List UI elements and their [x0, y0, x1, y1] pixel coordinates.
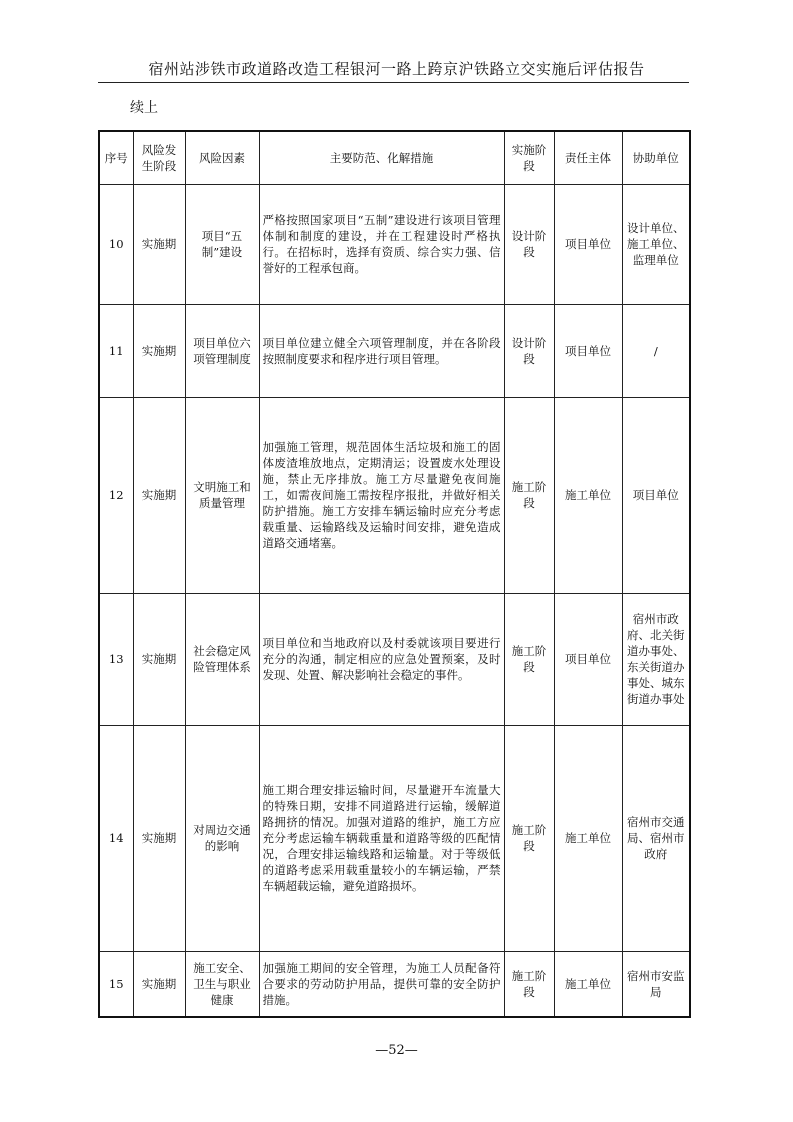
col-header-phase: 风险发生阶段: [133, 131, 185, 184]
col-header-factor: 风险因素: [185, 131, 259, 184]
row-assist: 设计单位、施工单位、监理单位: [622, 184, 690, 304]
row-phase: 实施期: [133, 951, 185, 1017]
row-stage: 施工阶段: [504, 397, 554, 593]
table-row: [99, 397, 690, 593]
report-title: 宿州站涉铁市政道路改造工程银河一路上跨京沪铁路立交实施后评估报告: [148, 60, 645, 78]
row-no: 13: [99, 593, 133, 725]
row-no: 15: [99, 951, 133, 1017]
table-row: [99, 725, 690, 951]
row-assist: 宿州市政府、北关街道办事处、东关街道办事处、城东街道办事处: [622, 593, 690, 725]
col-header-assist: 协助单位: [622, 131, 690, 184]
row-responsible: 施工单位: [554, 397, 622, 593]
row-factor: 项目“五制”建设: [185, 184, 259, 304]
row-assist: 项目单位: [622, 397, 690, 593]
row-no: 10: [99, 184, 133, 304]
row-measures: 项目单位和当地政府以及村委就该项目要进行充分的沟通，制定相应的应急处置预案，及时发现、处置、解决影响社会稳定的事件。: [259, 593, 504, 725]
row-phase: 实施期: [133, 184, 185, 304]
row-responsible: 施工单位: [554, 725, 622, 951]
row-responsible: 项目单位: [554, 184, 622, 304]
row-assist: 宿州市安监局: [622, 951, 690, 1017]
row-measures: 项目单位建立健全六项管理制度，并在各阶段按照制度要求和程序进行项目管理。: [259, 304, 504, 397]
row-no: 11: [99, 304, 133, 397]
row-measures: 严格按照国家项目“五制”建设进行该项目管理体制和制度的建设，并在工程建设时严格执行。在招标时，选择有资质、综合实力强、信誉好的工程承包商。: [259, 184, 504, 304]
table-row: [99, 593, 690, 725]
col-header-measures: 主要防范、化解措施: [259, 131, 504, 184]
row-no: 14: [99, 725, 133, 951]
row-stage: 施工阶段: [504, 725, 554, 951]
row-responsible: 项目单位: [554, 304, 622, 397]
page-number: —52—: [375, 1043, 418, 1058]
row-measures: 加强施工期间的安全管理，为施工人员配备符合要求的劳动防护用品，提供可靠的安全防护措施。: [259, 951, 504, 1017]
table-header-row: [99, 131, 690, 184]
table-row: [99, 951, 690, 1017]
row-stage: 设计阶段: [504, 184, 554, 304]
row-no: 12: [99, 397, 133, 593]
continued-label: 续上: [130, 100, 158, 116]
row-factor: 施工安全、卫生与职业健康: [185, 951, 259, 1017]
col-header-no: 序号: [99, 131, 133, 184]
row-measures: 施工期合理安排运输时间，尽量避开车流量大的特殊日期，安排不同道路进行运输，缓解道路拥挤的情况。加强对道路的维护，施工方应充分考虑运输车辆载重量和道路等级的匹配情况，合理安排运输线路和运输量。对于等级低的道路考虑采用载重量较小的车辆运输，严禁车辆超载运输，避免道路损坏。: [259, 725, 504, 951]
row-factor: 文明施工和质量管理: [185, 397, 259, 593]
risk-measures-table: [98, 130, 691, 1018]
header-rule: [98, 82, 689, 83]
table-row: [99, 304, 690, 397]
row-responsible: 项目单位: [554, 593, 622, 725]
row-stage: 施工阶段: [504, 951, 554, 1017]
row-measures: 加强施工管理，规范固体生活垃圾和施工的固体废渣堆放地点，定期清运；设置废水处理设施，禁止无序排放。施工方尽量避免夜间施工，如需夜间施工需按程序报批，并做好相关防护措施。施工方安排车辆运输时应充分考虑载重量、运输路线及运输时间安排，避免造成道路交通堵塞。: [259, 397, 504, 593]
row-assist: /: [622, 304, 690, 397]
row-phase: 实施期: [133, 397, 185, 593]
row-factor: 项目单位六项管理制度: [185, 304, 259, 397]
table-row: [99, 184, 690, 304]
row-assist: 宿州市交通局、宿州市政府: [622, 725, 690, 951]
row-stage: 施工阶段: [504, 593, 554, 725]
col-header-stage: 实施阶段: [504, 131, 554, 184]
row-responsible: 施工单位: [554, 951, 622, 1017]
row-factor: 对周边交通的影响: [185, 725, 259, 951]
row-phase: 实施期: [133, 304, 185, 397]
row-phase: 实施期: [133, 593, 185, 725]
row-phase: 实施期: [133, 725, 185, 951]
col-header-responsible: 责任主体: [554, 131, 622, 184]
row-factor: 社会稳定风险管理体系: [185, 593, 259, 725]
row-stage: 设计阶段: [504, 304, 554, 397]
